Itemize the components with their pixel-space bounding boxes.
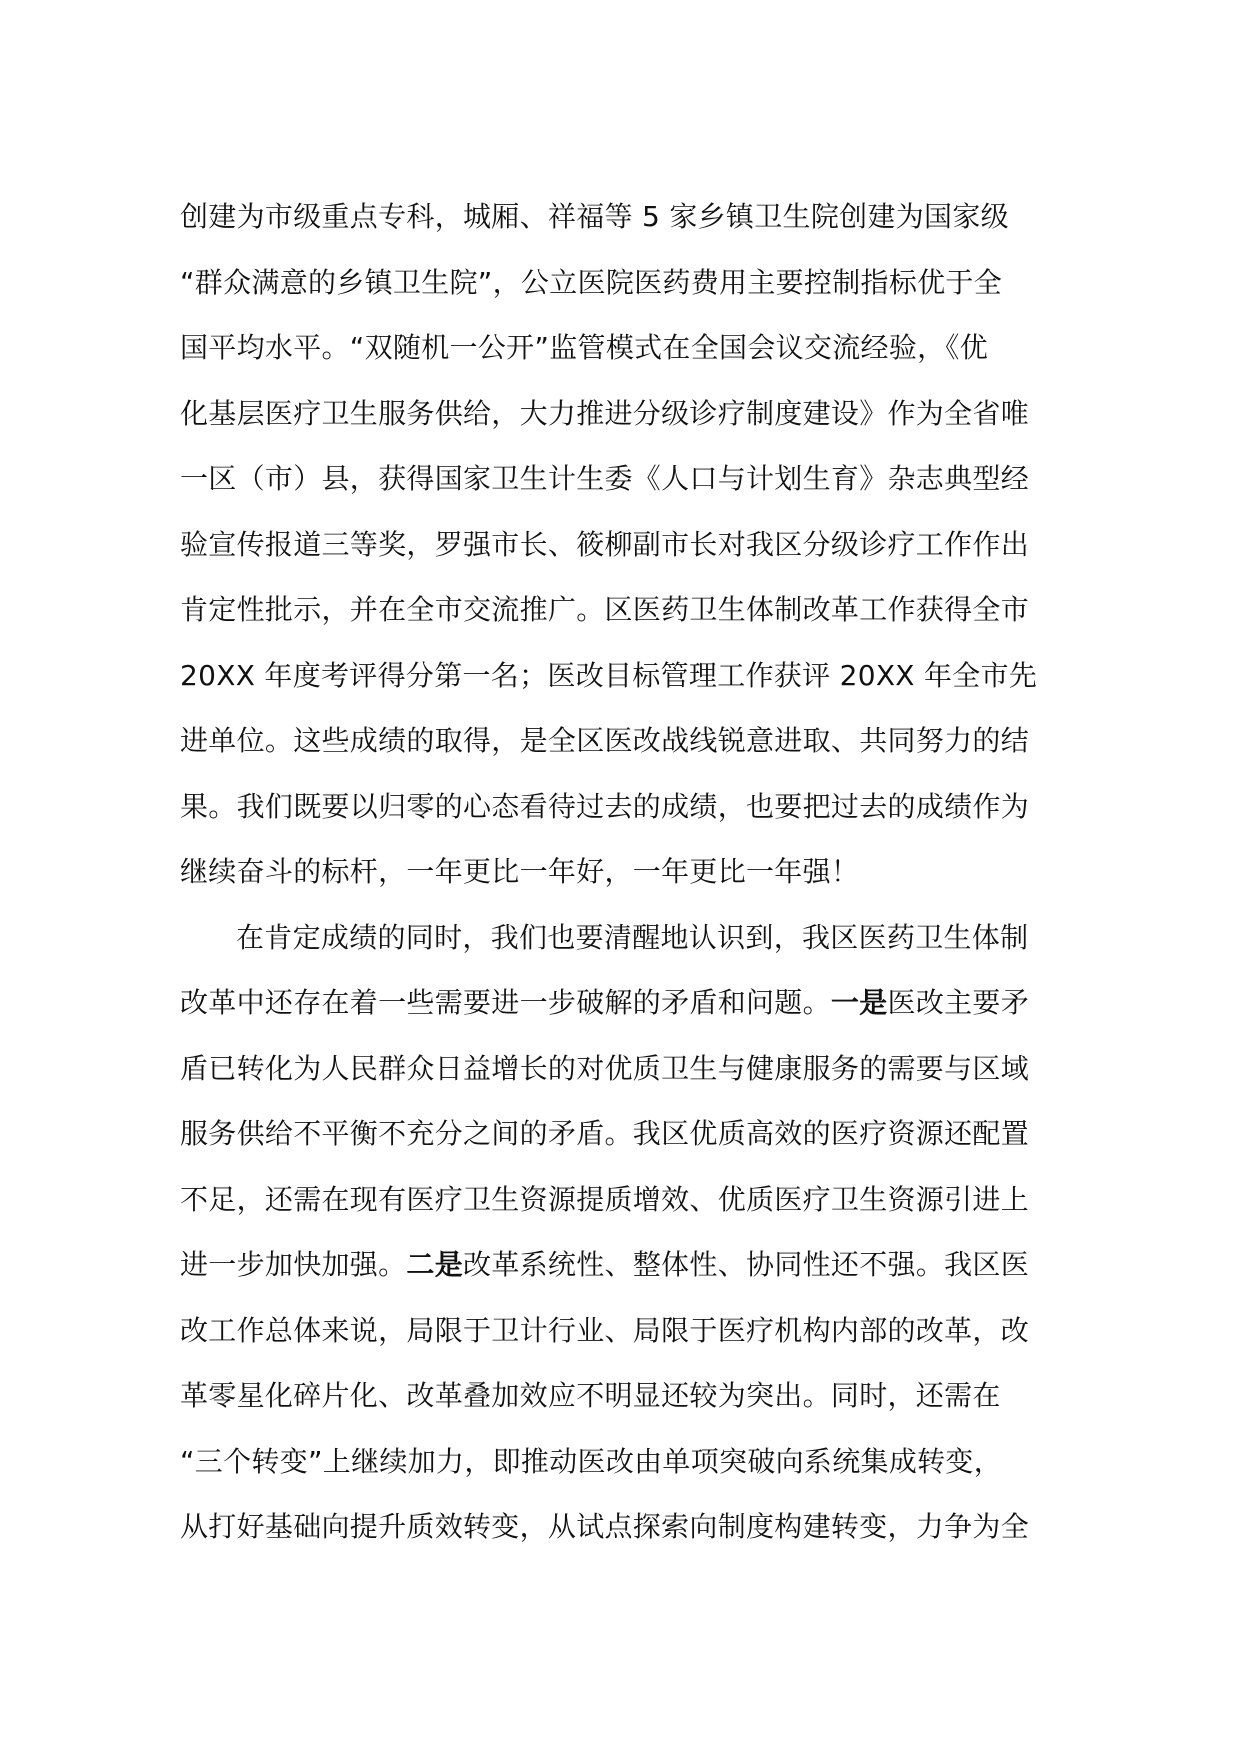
text-run: 国平均水平。“双随机一公开”监管模式在全国会议交流经验，《优: [180, 331, 989, 364]
text-run: 盾已转化为人民群众日益增长的对优质卫生与健康服务的需要与区域: [180, 1051, 1030, 1085]
text-line: [180, 577, 1070, 643]
text-run: 继续奋斗的标杆，一年更比一年好，一年更比一年强！: [180, 855, 860, 888]
text-run: 改工作总体来说，局限于卫计行业、局限于医疗机构内部的改革，改: [180, 1313, 1030, 1347]
text-line: [180, 1429, 1070, 1495]
text-line: [180, 905, 1070, 971]
text-line: [180, 774, 1070, 840]
text-run: 进单位。这些成绩的取得，是全区医改战线锐意进取、共同努力的结: [180, 724, 1030, 757]
text-run: 从打好基础向提升质效转变，从试点探索向制度构建转变，力争为全: [180, 1510, 1030, 1543]
text-run: 进一步加快加强。: [180, 1248, 407, 1281]
text-line: [180, 250, 1070, 316]
text-line: [180, 708, 1070, 774]
body-text: [180, 184, 1070, 1560]
text-run: 服务供给不平衡不充分之间的矛盾。我区优质高效的医疗资源还配置: [180, 1117, 1030, 1150]
text-run: 果。我们既要以归零的心态看待过去的成绩，也要把过去的成绩作为: [180, 789, 1030, 823]
text-run: 在肯定成绩的同时，我们也要清醒地认识到，我区医药卫生体制: [236, 920, 1029, 954]
text-run: 革零星化碎片化、改革叠加效应不明显还较为突出。同时，还需在: [180, 1379, 1001, 1412]
text-line: [180, 643, 1070, 709]
text-line: [180, 1363, 1070, 1429]
text-line: [180, 1036, 1070, 1102]
text-run: 一区（市）县，获得国家卫生计生委《人口与计划生育》杂志典型经: [180, 462, 1030, 495]
bold-text: 二是: [406, 1248, 464, 1281]
text-line: [180, 1494, 1070, 1560]
text-line: [180, 184, 1070, 250]
text-run: 医改主要矛: [887, 986, 1030, 1019]
text-line: [180, 512, 1070, 578]
text-line: [180, 970, 1070, 1036]
text-line: [180, 446, 1070, 512]
text-line: [180, 381, 1070, 447]
text-run: 验宣传报道三等奖，罗强市长、筱柳副市长对我区分级诊疗工作作出: [180, 527, 1030, 561]
text-run: 化基层医疗卫生服务供给，大力推进分级诊疗制度建设》作为全省唯: [180, 396, 1030, 430]
text-run: 改革中还存在着一些需要进一步破解的矛盾和问题。: [180, 986, 831, 1019]
text-run: 肯定性批示，并在全市交流推广。区医药卫生体制改革工作获得全市: [180, 593, 1030, 626]
text-run: 创建为市级重点专科，城厢、祥福等 5 家乡镇卫生院创建为国家级: [180, 200, 1009, 233]
text-line: [180, 315, 1070, 381]
text-line: [180, 1232, 1070, 1298]
text-line: [180, 1167, 1070, 1233]
bold-text: 一是: [830, 986, 888, 1019]
text-run: 20XX 年度考评得分第一名；医改目标管理工作获评 20XX 年全市先: [180, 658, 1038, 692]
text-line: [180, 839, 1070, 905]
text-run: 改革系统性、整体性、协同性还不强。我区医: [463, 1248, 1030, 1281]
text-line: [180, 1101, 1070, 1167]
text-run: 不足，还需在现有医疗卫生资源提质增效、优质医疗卫生资源引进上: [180, 1182, 1030, 1216]
text-line: [180, 1298, 1070, 1364]
text-run: “三个转变”上继续加力，即推动医改由单项突破向系统集成转变，: [180, 1444, 1003, 1478]
text-run: “群众满意的乡镇卫生院”，公立医院医药费用主要控制指标优于全: [180, 265, 1003, 299]
